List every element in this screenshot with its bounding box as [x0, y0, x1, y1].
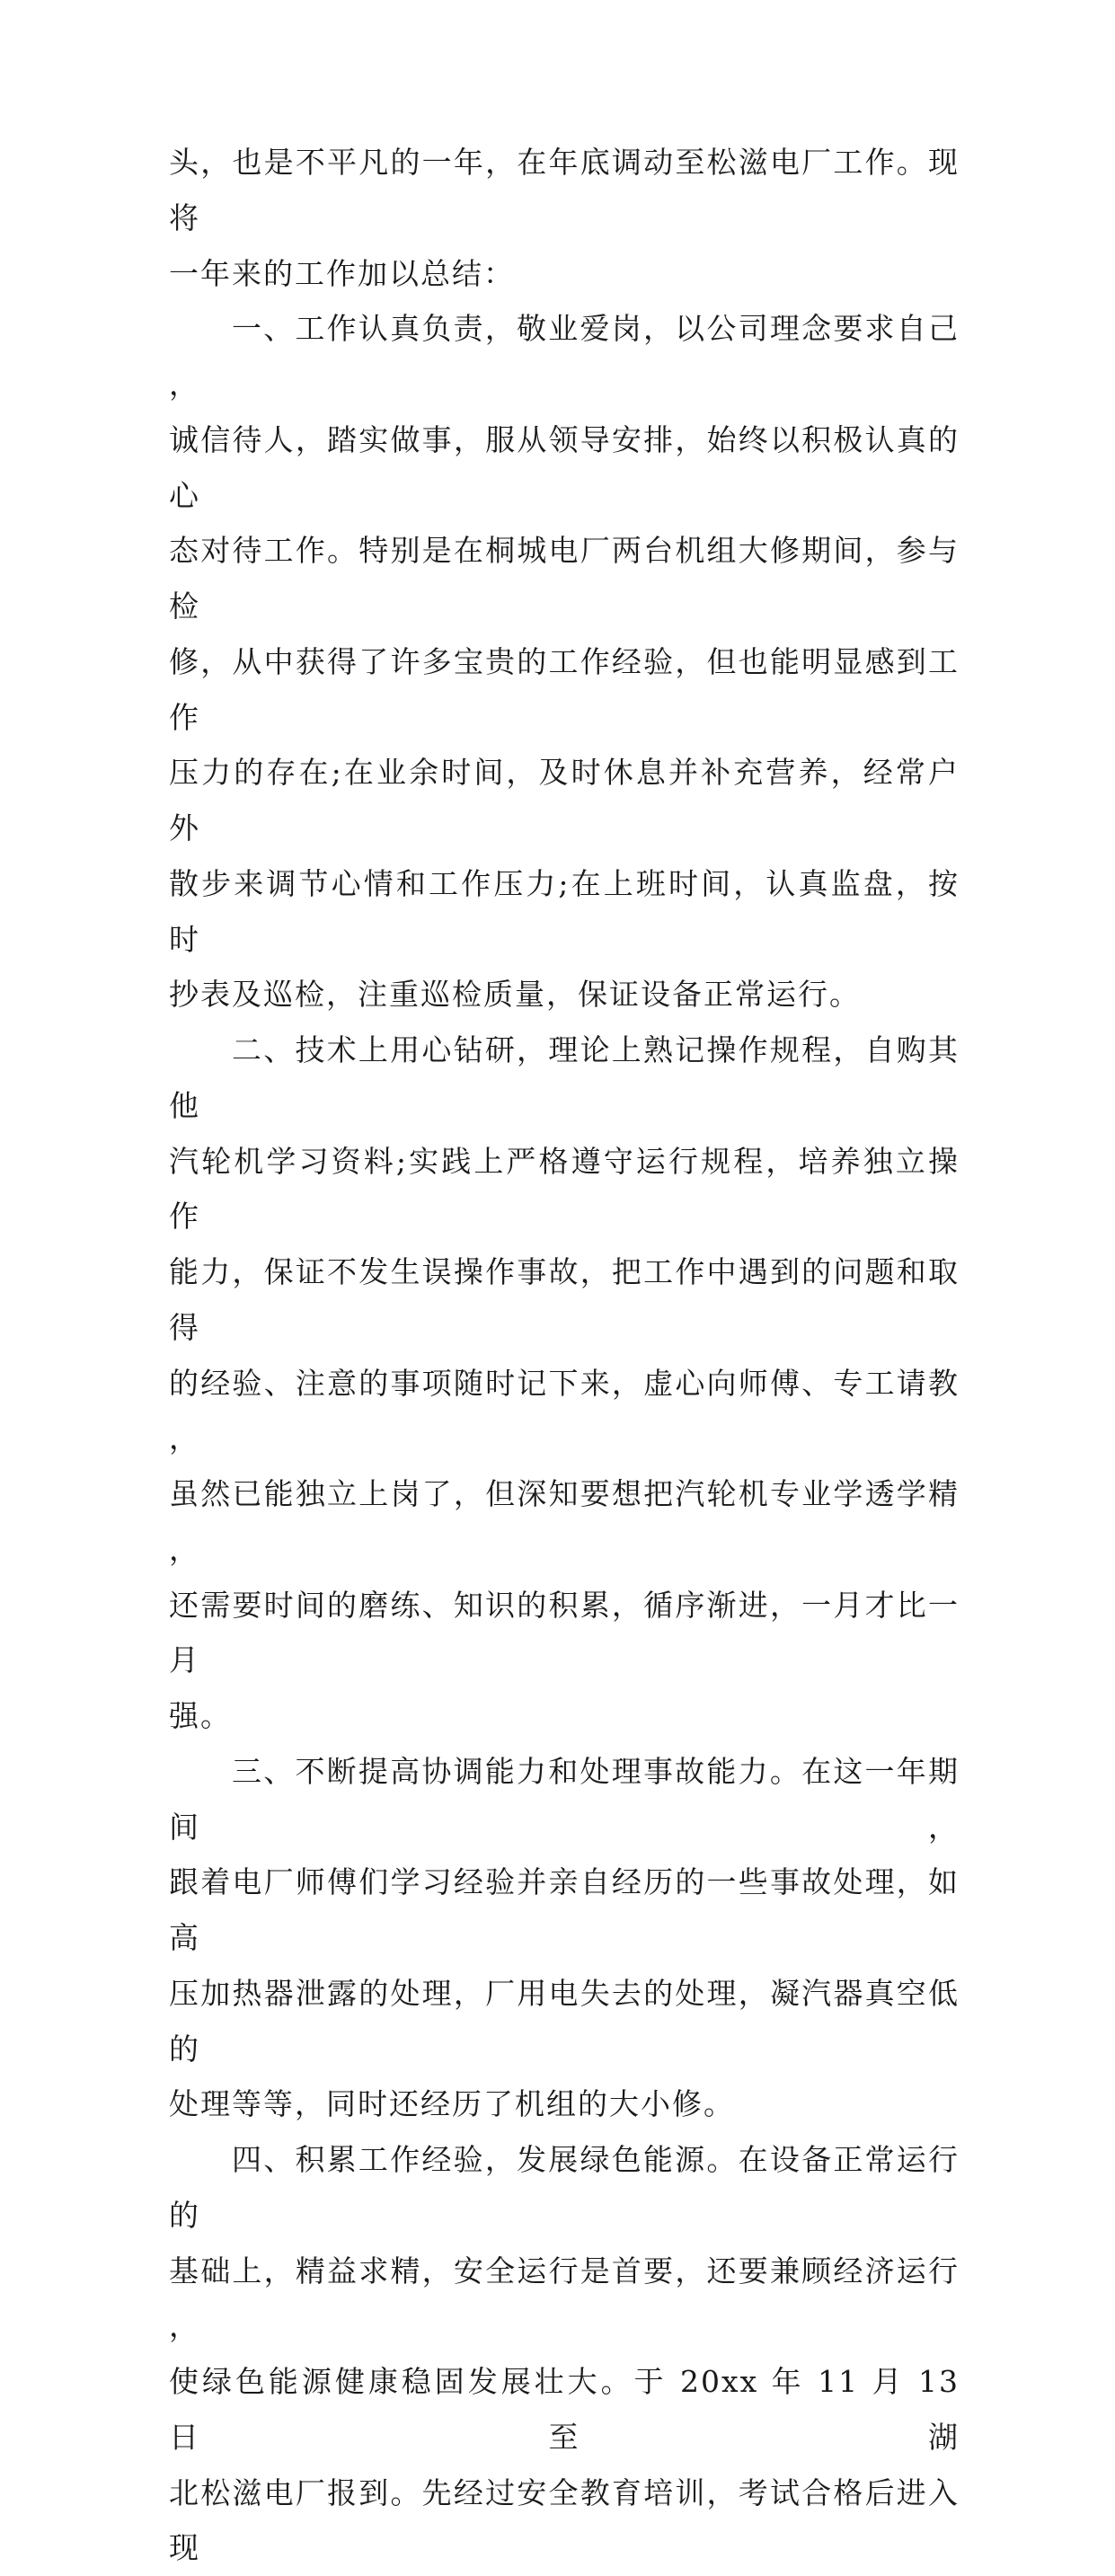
document-body — [169, 135, 960, 2576]
paragraph-section-3 — [169, 1744, 960, 2132]
text-line: 的经验、注意的事项随时记下来，虚心向师傅、专工请教， — [169, 1356, 960, 1467]
text-line: 虽然已能独立上岗了，但深知要想把汽轮机专业学透学精， — [169, 1466, 960, 1578]
paragraph-section-1 — [169, 301, 960, 1022]
text-line: 跟着电厂师傅们学习经验并亲自经历的一些事故处理，如高 — [169, 1855, 960, 1966]
text-line: 诚信待人，踏实做事，服从领导安排，始终以积极认真的心 — [169, 412, 960, 524]
text-line: 二、技术上用心钻研，理论上熟记操作规程，自购其他 — [169, 1022, 960, 1134]
text-line: 修，从中获得了许多宝贵的工作经验，但也能明显感到工作 — [169, 634, 960, 746]
paragraph-section-4 — [169, 2132, 960, 2576]
text-line: 散步来调节心情和工作压力;在上班时间，认真监盘，按时 — [169, 856, 960, 968]
text-line: 处理等等，同时还经历了机组的大小修。 — [169, 2076, 960, 2132]
text-line: 北松滋电厂报到。先经过安全教育培训，考试合格后进入现 — [169, 2465, 960, 2576]
paragraph-section-2 — [169, 1022, 960, 1744]
text-line: 还需要时间的磨练、知识的积累，循序渐进，一月才比一月 — [169, 1578, 960, 1689]
text-line: 态对待工作。特别是在桐城电厂两台机组大修期间，参与检 — [169, 523, 960, 634]
text-line: 汽轮机学习资料;实践上严格遵守运行规程，培养独立操作 — [169, 1134, 960, 1245]
text-line: 四、积累工作经验，发展绿色能源。在设备正常运行的 — [169, 2132, 960, 2244]
text-line: 头，也是不平凡的一年，在年底调动至松滋电厂工作。现将 — [169, 135, 960, 246]
text-line: 压力的存在;在业余时间，及时休息并补充营养，经常户外 — [169, 745, 960, 856]
text-line: 一年来的工作加以总结： — [169, 246, 960, 302]
text-line: 一、工作认真负责，敬业爱岗，以公司理念要求自己， — [169, 301, 960, 412]
text-line: 三、不断提高协调能力和处理事故能力。在这一年期间， — [169, 1744, 960, 1855]
text-line: 强。 — [169, 1688, 960, 1744]
paragraph-intro — [169, 135, 960, 301]
text-line: 基础上，精益求精，安全运行是首要，还要兼顾经济运行， — [169, 2244, 960, 2355]
text-line: 抄表及巡检，注重巡检质量，保证设备正常运行。 — [169, 967, 960, 1022]
text-line: 能力，保证不发生误操作事故，把工作中遇到的问题和取得 — [169, 1244, 960, 1356]
text-line: 压加热器泄露的处理，厂用电失去的处理，凝汽器真空低的 — [169, 1966, 960, 2077]
text-line: 使绿色能源健康稳固发展壮大。于 20xx 年 11 月 13 日至湖 — [169, 2354, 960, 2465]
